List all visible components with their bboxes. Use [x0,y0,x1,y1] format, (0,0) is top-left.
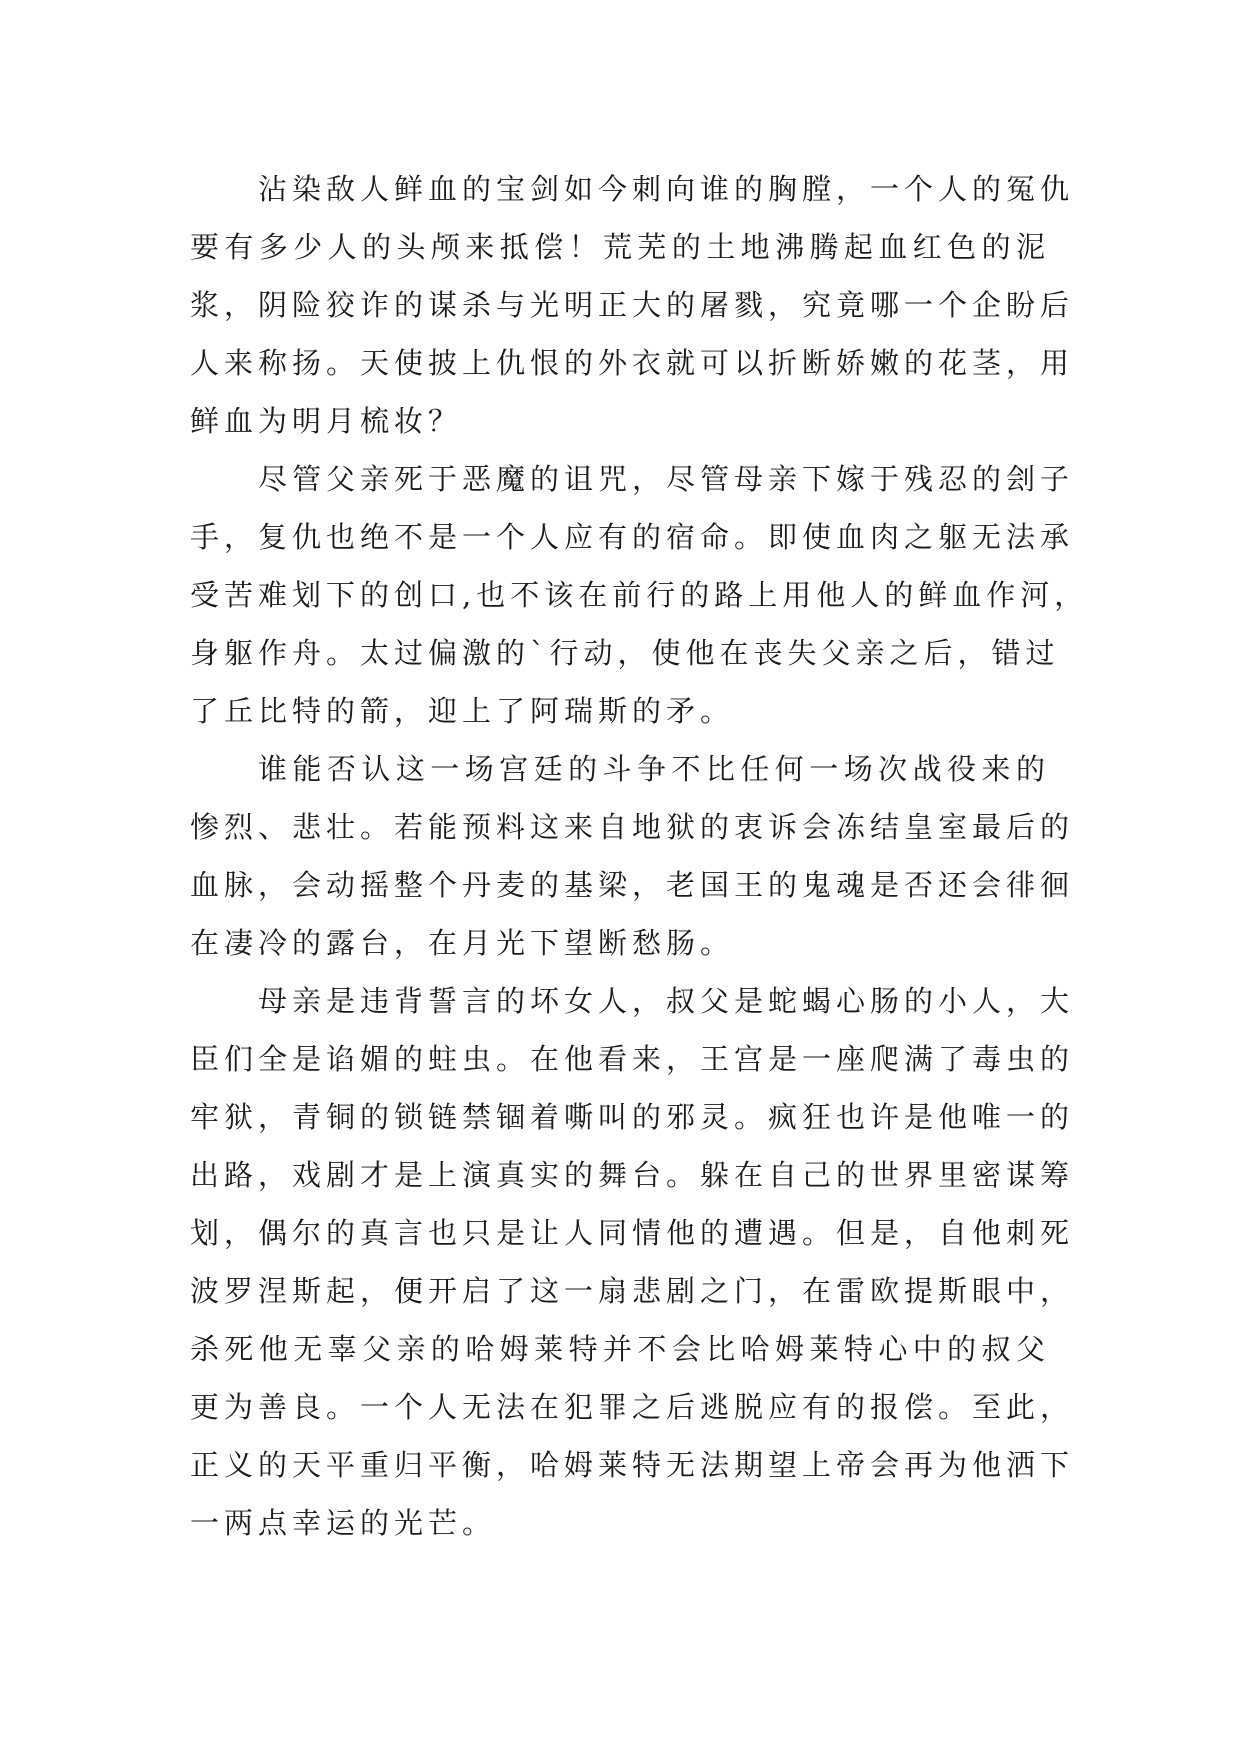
text-line: 划，偶尔的真言也只是让人同情他的遭遇。但是，自他刺死 [190,1216,1075,1250]
text-line: 身躯作舟。太过偏激的`行动，使他在丧失父亲之后，错过 [190,636,1060,670]
paragraph-2 [190,450,1089,740]
paragraph-1 [190,160,1075,450]
text-line: 波罗涅斯起，便开启了这一扇悲剧之门，在雷欧提斯眼中， [190,1274,1075,1308]
text-line: 浆，阴险狡诈的谋杀与光明正大的屠戮，究竟哪一个企盼后 [190,288,1075,322]
text-line: 谁能否认这一场宫廷的斗争不比任何一场次战役来的 [258,752,1050,786]
text-line: 血脉，会动摇整个丹麦的基梁，老国王的鬼魂是否还会徘徊 [190,868,1075,902]
text-line: 杀死他无辜父亲的哈姆莱特并不会比哈姆莱特心中的叔父 [190,1332,1050,1366]
text-line: 沾染敌人鲜血的宝剑如今刺向谁的胸膛，一个人的冤仇 [258,172,1075,206]
text-line: 出路，戏剧才是上演真实的舞台。躲在自己的世界里密谋筹 [190,1158,1075,1192]
text-line: 牢狱，青铜的锁链禁锢着嘶叫的邪灵。疯狂也许是他唯一的 [190,1100,1075,1134]
paragraph-3 [190,740,1075,972]
text-line: 母亲是违背誓言的坏女人，叔父是蛇蝎心肠的小人，大 [258,984,1075,1018]
text-line: 人来称扬。天使披上仇恨的外衣就可以折断娇嫩的花茎，用 [190,346,1075,380]
text-line: 鲜血为明月梳妆？ [190,404,463,438]
text-line: 要有多少人的头颅来抵偿！荒芜的土地沸腾起血红色的泥 [190,230,1050,264]
text-line: 一两点幸运的光芒。 [190,1506,497,1540]
text-line: 手，复仇也绝不是一个人应有的宿命。即使血肉之躯无法承 [190,520,1075,554]
text-line: 正义的天平重归平衡，哈姆莱特无法期望上帝会再为他洒下 [190,1448,1075,1482]
text-line: 尽管父亲死于恶魔的诅咒，尽管母亲下嫁于残忍的刽子 [258,462,1075,496]
essay-body [190,160,1089,1552]
text-line: 臣们全是谄媚的蛀虫。在他看来，王宫是一座爬满了毒虫的 [190,1042,1075,1076]
text-line: 受苦难划下的创口,也不该在前行的路上用他人的鲜血作河， [190,578,1089,612]
text-line: 在凄冷的露台，在月光下望断愁肠。 [190,926,735,960]
text-line: 了丘比特的箭，迎上了阿瑞斯的矛。 [190,694,735,728]
text-line: 惨烈、悲壮。若能预料这来自地狱的衷诉会冻结皇室最后的 [190,810,1075,844]
paragraph-4 [190,972,1075,1552]
text-line: 更为善良。一个人无法在犯罪之后逃脱应有的报偿。至此， [190,1390,1075,1424]
